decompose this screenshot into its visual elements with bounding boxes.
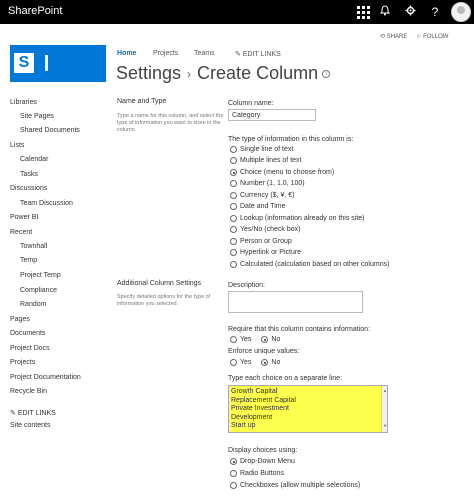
- pencil-icon: ✎: [10, 410, 16, 417]
- leftnav-temp[interactable]: Temp: [20, 257, 38, 264]
- sharepoint-logo-icon: S: [14, 53, 34, 73]
- description-label: Description:: [228, 282, 265, 289]
- leftnav-power-bi[interactable]: Power BI: [10, 214, 39, 221]
- radio-button-selected[interactable]: [261, 336, 268, 343]
- enforce-options: [230, 359, 290, 366]
- radio-button[interactable]: [230, 146, 237, 153]
- type-label: The type of information in this column is:: [228, 136, 354, 143]
- section-desc-additional: Specify detailed options for the type of information you selected.: [117, 294, 211, 307]
- choice-line: Development: [231, 413, 273, 421]
- require-no[interactable]: No: [261, 336, 280, 343]
- topnav-home[interactable]: Home: [117, 50, 137, 57]
- type-option-person[interactable]: Person or Group: [230, 238, 292, 245]
- choice-line: Growth Capital: [231, 388, 278, 395]
- app-title[interactable]: SharePoint: [8, 5, 63, 17]
- breadcrumb-separator: ›: [187, 67, 192, 82]
- type-option-currency[interactable]: Currency ($, ¥, €): [230, 192, 294, 199]
- section-title-additional: Additional Column Settings: [117, 280, 202, 287]
- radio-button[interactable]: [230, 336, 237, 343]
- display-label: Display choices using:: [228, 447, 298, 454]
- leftnav-project-docs[interactable]: Project Docs: [10, 345, 50, 352]
- require-options: [230, 336, 290, 343]
- display-option-radio[interactable]: Radio Buttons: [230, 470, 284, 477]
- follow-button[interactable]: [416, 33, 448, 40]
- site-logo[interactable]: [10, 45, 106, 82]
- star-icon: ☆: [416, 34, 422, 40]
- choice-line: Private Investment: [231, 405, 289, 413]
- gear-icon[interactable]: [402, 4, 418, 20]
- leftnav-recent[interactable]: Recent: [10, 229, 33, 236]
- leftnav-recycle-bin[interactable]: Recycle Bin: [10, 388, 47, 395]
- leftnav-project-documentation[interactable]: Project Documentation: [10, 374, 81, 381]
- radio-button[interactable]: [230, 470, 237, 477]
- scroll-up-icon[interactable]: ▲: [383, 388, 387, 393]
- page-title: [116, 63, 330, 84]
- waffle-icon[interactable]: [357, 6, 370, 19]
- radio-button[interactable]: [230, 180, 237, 187]
- display-option-dropdown[interactable]: Drop-Down Menu: [230, 458, 295, 465]
- choice-line: Start up: [231, 422, 256, 430]
- breadcrumb-current: Create Column: [197, 63, 319, 83]
- enforce-label: Enforce unique values:: [228, 348, 300, 355]
- bell-icon[interactable]: [377, 4, 393, 20]
- require-yes[interactable]: Yes: [230, 336, 251, 343]
- leftnav-team-discussion[interactable]: Team Discussion: [20, 200, 73, 207]
- radio-button[interactable]: [230, 203, 237, 210]
- display-option-checkboxes[interactable]: Checkboxes (allow multiple selections): [230, 482, 360, 489]
- leftnav-pages[interactable]: Pages: [10, 316, 30, 323]
- radio-button[interactable]: [230, 238, 237, 245]
- leftnav-discussions[interactable]: Discussions: [10, 185, 48, 192]
- share-button[interactable]: [380, 33, 407, 40]
- share-icon: ⟲: [380, 34, 386, 40]
- column-name-input[interactable]: Category: [228, 109, 316, 121]
- info-icon[interactable]: i: [322, 70, 330, 78]
- edit-links-label: EDIT LINKS: [242, 51, 281, 58]
- leftnav-random[interactable]: Random: [20, 301, 47, 308]
- leftnav-site-pages[interactable]: Site Pages: [20, 113, 54, 120]
- type-option-single-line[interactable]: Single line of text: [230, 146, 293, 153]
- section-desc-name-type: Type a name for this column, and select the type of information you want to store in the column.: [117, 113, 224, 133]
- type-option-hyperlink[interactable]: Hyperlink or Picture: [230, 249, 301, 256]
- type-option-lookup[interactable]: Lookup (information already on this site): [230, 215, 365, 222]
- type-option-multi-line[interactable]: Multiple lines of text: [230, 157, 301, 164]
- radio-button-selected[interactable]: [230, 458, 237, 465]
- leftnav-townhall[interactable]: Townhall: [20, 243, 48, 250]
- type-option-number[interactable]: Number (1, 1.0, 100): [230, 180, 305, 187]
- choices-scrollbar[interactable]: [381, 386, 387, 432]
- require-label: Require that this column contains information:: [228, 326, 371, 333]
- leftnav-site-contents[interactable]: Site contents: [10, 422, 51, 429]
- type-option-choice[interactable]: Choice (menu to choose from): [230, 169, 334, 176]
- leftnav-edit-links[interactable]: [10, 409, 56, 417]
- radio-button[interactable]: [230, 359, 237, 366]
- scroll-down-icon[interactable]: ▼: [383, 423, 387, 429]
- leftnav-project-temp[interactable]: Project Temp: [20, 272, 61, 279]
- radio-button-selected[interactable]: [230, 169, 237, 176]
- follow-label: FOLLOW: [423, 34, 449, 40]
- radio-button[interactable]: [230, 249, 237, 256]
- leftnav-edit-links-label: EDIT LINKS: [17, 410, 56, 417]
- type-option-date-time[interactable]: Date and Time: [230, 203, 286, 210]
- share-label: SHARE: [386, 34, 408, 40]
- type-option-yes-no[interactable]: Yes/No (check box): [230, 226, 300, 233]
- leftnav-lists[interactable]: Lists: [10, 142, 25, 149]
- leftnav-projects[interactable]: Projects: [10, 359, 36, 366]
- topnav-edit-links[interactable]: [235, 50, 281, 58]
- topnav-teams[interactable]: Teams: [194, 50, 215, 57]
- choices-label: Type each choice on a separate line:: [228, 375, 343, 382]
- radio-button[interactable]: [230, 215, 237, 222]
- radio-button[interactable]: [230, 482, 237, 489]
- radio-button[interactable]: [230, 261, 237, 268]
- description-input[interactable]: [228, 291, 363, 313]
- leftnav-tasks[interactable]: Tasks: [20, 171, 38, 178]
- choices-textarea[interactable]: [228, 385, 388, 433]
- leftnav-shared-documents[interactable]: Shared Documents: [20, 127, 80, 134]
- column-name-label: Column name:: [228, 100, 274, 107]
- leftnav-libraries[interactable]: Libraries: [10, 99, 37, 106]
- radio-button[interactable]: [230, 157, 237, 164]
- suite-bar: [0, 0, 474, 24]
- enforce-no[interactable]: No: [261, 359, 280, 366]
- avatar[interactable]: [451, 2, 471, 22]
- leftnav-compliance[interactable]: Compliance: [20, 287, 57, 294]
- enforce-yes[interactable]: Yes: [230, 359, 251, 366]
- breadcrumb-settings[interactable]: Settings: [116, 63, 182, 83]
- choice-line: Replacement Capital: [231, 396, 296, 404]
- help-icon[interactable]: ?: [431, 5, 439, 19]
- section-title-name-type: Name and Type: [117, 98, 167, 105]
- topnav-projects[interactable]: Projects: [153, 50, 179, 57]
- leftnav-documents[interactable]: Documents: [10, 330, 46, 337]
- radio-button[interactable]: [230, 192, 237, 199]
- pencil-icon: ✎: [235, 51, 241, 58]
- radio-button-selected[interactable]: [261, 359, 268, 366]
- leftnav-calendar[interactable]: Calendar: [20, 156, 49, 163]
- radio-button[interactable]: [230, 226, 237, 233]
- type-option-calculated[interactable]: Calculated (calculation based on other columns): [230, 261, 389, 268]
